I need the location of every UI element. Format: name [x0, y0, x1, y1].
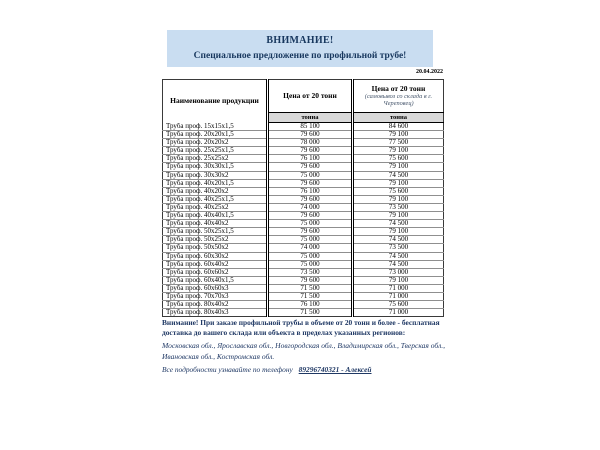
product-name-cell: Труба проф. 25х25х2: [163, 155, 268, 163]
price-cell: 75 000: [268, 236, 353, 244]
phone-line: [162, 365, 450, 374]
price-cell: 75 000: [268, 260, 353, 268]
phone-number: 89296740321 - Алексей: [298, 365, 372, 375]
unit-label: тонна: [268, 113, 353, 123]
price-table-body: [163, 123, 444, 317]
product-name-cell: Труба проф. 40х20х2: [163, 187, 268, 195]
price-cell: 71 500: [268, 284, 353, 292]
price-cell: 74 000: [268, 203, 353, 211]
price-pickup-cell: 79 100: [353, 195, 444, 203]
product-name-cell: Труба проф. 60х30х2: [163, 252, 268, 260]
product-name-cell: Труба проф. 40х25х1,5: [163, 195, 268, 203]
product-name-cell: Труба проф. 60х60х2: [163, 268, 268, 276]
footer: [162, 318, 450, 374]
price-cell: 74 000: [268, 244, 353, 252]
table-row: [163, 292, 444, 300]
table-row: [163, 220, 444, 228]
price-pickup-cell: 74 500: [353, 171, 444, 179]
product-name-cell: Труба проф. 30х30х1,5: [163, 163, 268, 171]
price-pickup-cell: 74 500: [353, 220, 444, 228]
price-cell: 76 100: [268, 155, 353, 163]
table-row: [163, 155, 444, 163]
product-name-cell: Труба проф. 25х25х1,5: [163, 147, 268, 155]
table-row: [163, 268, 444, 276]
product-name-cell: Труба проф. 60х60х3: [163, 284, 268, 292]
price-cell: 71 500: [268, 309, 353, 317]
price-pickup-cell: 75 600: [353, 301, 444, 309]
price-cell: 79 600: [268, 163, 353, 171]
product-name-cell: Труба проф. 40х20х1,5: [163, 179, 268, 187]
product-name-cell: Труба проф. 15х15х1,5: [163, 123, 268, 131]
delivery-notice: Внимание! При заказе профильной трубы в объеме от 20 тонн и более - бесплатная доставка до вашего склада или объекта в пределах указанных регионов:: [162, 318, 440, 338]
price-pickup-cell: 74 500: [353, 260, 444, 268]
table-row: [163, 187, 444, 195]
price-pickup-cell: 74 500: [353, 252, 444, 260]
regions-list: Московская обл., Ярославская обл., Новгородская обл., Владимирская обл., Тверская обл., Ивановская обл., Костромская обл.: [162, 341, 446, 362]
banner-subtitle: Специальное предложение по профильной трубе!: [193, 51, 407, 61]
table-row: [163, 171, 444, 179]
price-cell: 75 000: [268, 220, 353, 228]
product-name-cell: Труба проф. 30х30х2: [163, 171, 268, 179]
price-cell: 85 100: [268, 123, 353, 131]
price-pickup-cell: 73 000: [353, 268, 444, 276]
price-table: [162, 79, 444, 317]
unit-label: тонна: [353, 113, 444, 123]
product-name-cell: Труба проф. 20х20х1,5: [163, 131, 268, 139]
table-row: [163, 203, 444, 211]
table-row: [163, 260, 444, 268]
price-cell: 79 600: [268, 147, 353, 155]
product-name-cell: Труба проф. 40х40х1,5: [163, 212, 268, 220]
product-name-cell: Труба проф. 50х25х2: [163, 236, 268, 244]
price-cell: 79 600: [268, 212, 353, 220]
price-cell: 73 500: [268, 268, 353, 276]
table-row: [163, 195, 444, 203]
price-pickup-cell: 75 600: [353, 155, 444, 163]
table-row: [163, 276, 444, 284]
price-pickup-cell: 79 100: [353, 179, 444, 187]
banner-title: ВНИМАНИЕ!: [266, 35, 334, 46]
table-row: [163, 147, 444, 155]
product-name-cell: Труба проф. 60х40х2: [163, 260, 268, 268]
table-row: [163, 284, 444, 292]
col-header-price-pickup: [353, 80, 444, 113]
price-pickup-cell: 77 500: [353, 139, 444, 147]
price-pickup-cell: 79 100: [353, 228, 444, 236]
price-cell: 78 000: [268, 139, 353, 147]
price-pickup-cell: 75 600: [353, 187, 444, 195]
price-cell: 79 600: [268, 131, 353, 139]
table-row: [163, 244, 444, 252]
product-name-cell: Труба проф. 60х40х1,5: [163, 276, 268, 284]
price-cell: 75 000: [268, 171, 353, 179]
price-cell: 79 600: [268, 195, 353, 203]
product-name-cell: Труба проф. 80х40х3: [166, 308, 229, 317]
table-row: [163, 139, 444, 147]
price-pickup-cell: 79 100: [353, 147, 444, 155]
attention-banner: [167, 30, 433, 67]
product-name-cell: Труба проф. 40х40х2: [163, 220, 268, 228]
product-name-cell: Труба проф. 40х25х2: [163, 203, 268, 211]
phone-prefix: Все подробности узнавайте по телефону: [162, 365, 293, 375]
price-pickup-cell: 71 000: [353, 284, 444, 292]
price-pickup-cell: 79 100: [353, 212, 444, 220]
table-row: [163, 212, 444, 220]
price-cell: 79 600: [268, 179, 353, 187]
table-row: [163, 163, 444, 171]
price-pickup-cell: 79 100: [353, 163, 444, 171]
col-header-price-pickup-note: (самовывоз со склада в г. Череповец): [364, 93, 433, 108]
price-pickup-cell: 73 500: [353, 244, 444, 252]
col-header-price-pickup-title: Цена от 20 тонн: [371, 83, 426, 93]
col-header-price: Цена от 20 тонн: [268, 80, 353, 113]
price-cell: 76 100: [268, 187, 353, 195]
table-row: [163, 301, 444, 309]
price-pickup-cell: 71 000: [353, 292, 444, 300]
price-pickup-cell: 84 600: [353, 123, 444, 131]
table-row: [163, 228, 444, 236]
col-header-product: Наименование продукции: [170, 95, 259, 105]
product-name-cell: Труба проф. 50х25х1,5: [163, 228, 268, 236]
price-pickup-cell: 79 100: [353, 131, 444, 139]
price-pickup-cell: 73 500: [353, 203, 444, 211]
product-name-cell: Труба проф. 70х70х3: [163, 292, 268, 300]
table-row: [163, 252, 444, 260]
product-name-cell: Труба проф. 20х20х2: [163, 139, 268, 147]
date-label: 20.04.2022: [416, 69, 443, 75]
table-row: [163, 236, 444, 244]
price-cell: 71 500: [268, 292, 353, 300]
table-row: [163, 123, 444, 131]
price-cell: 79 600: [268, 228, 353, 236]
price-pickup-cell: 71 000: [353, 309, 444, 317]
product-name-cell: Труба проф. 50х50х2: [163, 244, 268, 252]
price-cell: 75 000: [268, 252, 353, 260]
table-row: [163, 179, 444, 187]
table-row: [163, 131, 444, 139]
price-pickup-cell: 79 100: [353, 276, 444, 284]
price-pickup-cell: 74 500: [353, 236, 444, 244]
price-cell: 76 100: [268, 301, 353, 309]
price-cell: 79 600: [268, 276, 353, 284]
table-row: [163, 309, 444, 317]
product-name-cell: Труба проф. 80х40х2: [163, 301, 268, 309]
